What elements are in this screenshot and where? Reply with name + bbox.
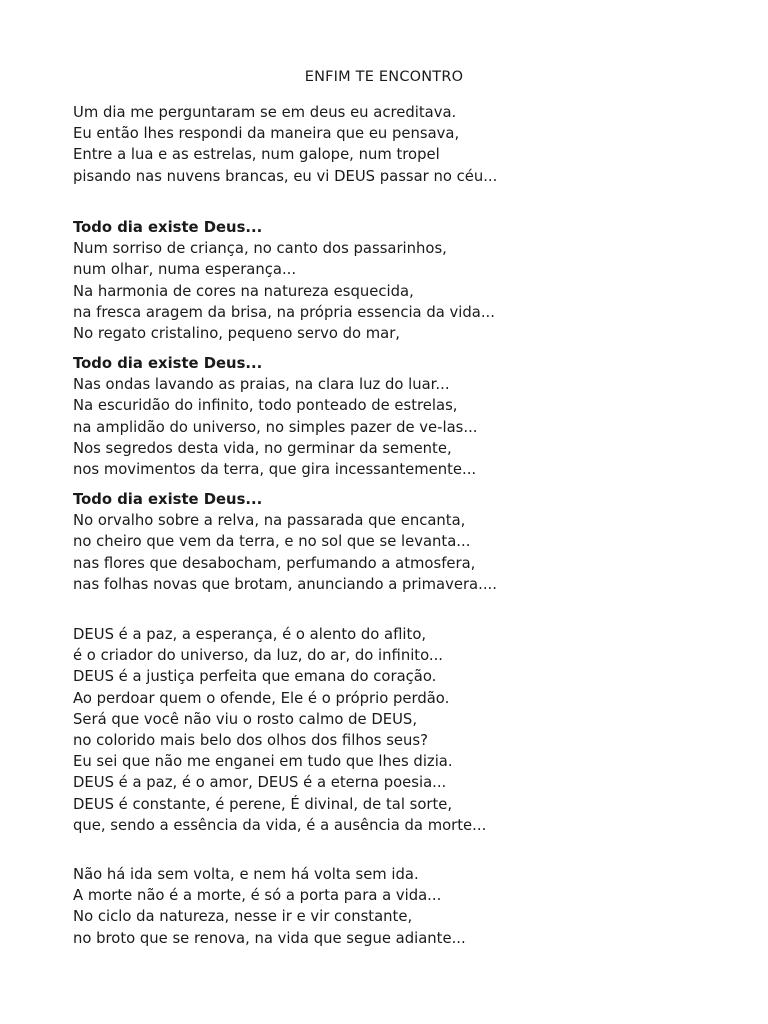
stanza-heading: Todo dia existe Deus... <box>73 219 263 236</box>
poem-title: ENFIM TE ENCONTRO <box>304 69 464 85</box>
stanza-4 <box>73 489 497 595</box>
poem-line: no cheiro que vem da terra, e no sol que se levanta... <box>73 533 471 551</box>
poem-line: Nos segredos desta vida, no germinar da semente, <box>73 439 452 457</box>
poem-line: Não há ida sem volta, e nem há volta sem ida. <box>73 866 419 883</box>
poem-line: na amplidão do universo, no simples pazer de ve-las... <box>73 418 478 436</box>
poem-line: Ao perdoar quem o ofende, Ele é o próprio perdão. <box>73 689 450 707</box>
poem-line: Na harmonia de cores na natureza esquecida, <box>73 282 414 300</box>
poem-line: DEUS é a justiça perfeita que emana do coração. <box>73 668 437 686</box>
poem-line: Eu sei que não me enganei em tudo que lhes dizia. <box>73 753 453 771</box>
poem-line: Entre a lua e as estrelas, num galope, num tropel <box>73 146 440 164</box>
poem-line: nos movimentos da terra, que gira incessantemente... <box>73 461 477 479</box>
poem-line: num olhar, numa esperança... <box>73 261 297 279</box>
poem-line: No orvalho sobre a relva, na passarada que encanta, <box>73 512 466 530</box>
stanza-heading: Todo dia existe Deus... <box>73 491 263 508</box>
stanza-2 <box>73 217 495 344</box>
poem-line: no broto que se renova, na vida que segue adiante... <box>73 929 466 947</box>
poem-line: Num sorriso de criança, no canto dos passarinhos, <box>73 240 447 258</box>
stanza-3 <box>73 353 478 480</box>
poem-line: que, sendo a essência da vida, é a ausência da morte... <box>73 816 487 834</box>
poem-line: No ciclo da natureza, nesse ir e vir constante, <box>73 908 413 926</box>
poem-line: Eu então lhes respondi da maneira que eu pensava, <box>73 125 460 143</box>
poem-line: no colorido mais belo dos olhos dos filhos seus? <box>73 732 428 750</box>
poem-line: DEUS é a paz, a esperança, é o alento do aflito, <box>73 626 427 643</box>
poem-line: é o criador do universo, da luz, do ar, do infinito... <box>73 647 444 665</box>
poem-line: A morte não é a morte, é só a porta para a vida... <box>73 887 442 905</box>
poem-line: No regato cristalino, pequeno servo do mar, <box>73 325 401 343</box>
poem-line: Nas ondas lavando as praias, na clara luz do luar... <box>73 376 450 394</box>
poem-line: Na escuridão do infinito, todo ponteado de estrelas, <box>73 397 458 415</box>
stanza-heading: Todo dia existe Deus... <box>73 355 263 372</box>
poem-line: Um dia me perguntaram se em deus eu acreditava. <box>73 104 457 121</box>
poem-line: DEUS é constante, é perene, É divinal, de tal sorte, <box>73 795 453 813</box>
poem-line: nas folhas novas que brotam, anunciando a primavera.... <box>73 575 497 593</box>
stanza-1 <box>73 102 497 187</box>
poem-line: DEUS é a paz, é o amor, DEUS é a eterna poesia... <box>73 774 447 792</box>
stanza-5 <box>73 624 486 836</box>
poem-line: na fresca aragem da brisa, na própria essencia da vida... <box>73 303 495 321</box>
poem-line: pisando nas nuvens brancas, eu vi DEUS passar no céu... <box>73 167 498 185</box>
stanza-6 <box>73 864 466 949</box>
poem-line: nas flores que desabocham, perfumando a atmosfera, <box>73 554 476 572</box>
poem-line: Será que você não viu o rosto calmo de DEUS, <box>73 710 418 728</box>
